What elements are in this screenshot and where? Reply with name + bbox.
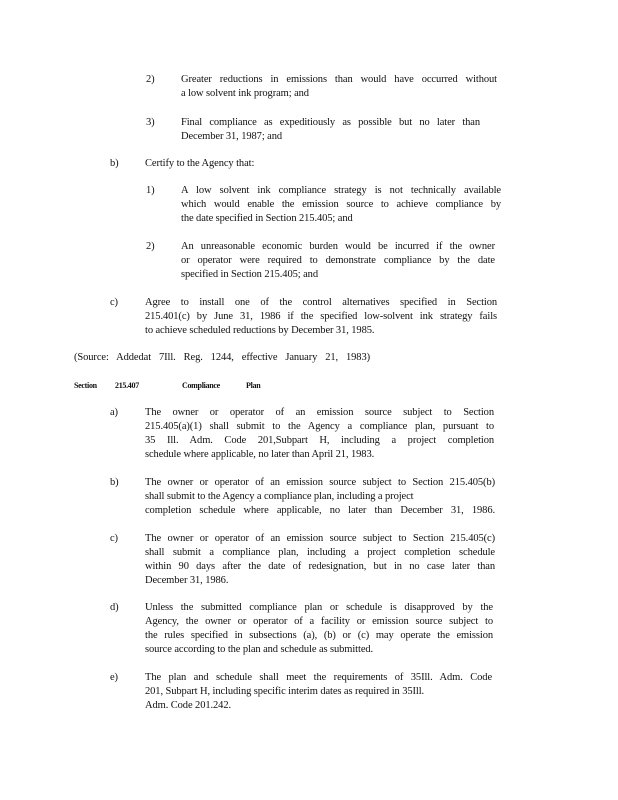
item-text xyxy=(181,116,480,144)
text-line: The owner or operator of an emission source subject to Section xyxy=(145,407,494,418)
text-line: or operator were required to demonstrate compliance by the date xyxy=(181,255,495,266)
source-note-text: (Source: Addedat 7Ill. Reg. 1244, effective January 21, 1983) xyxy=(74,352,370,363)
item-number: 1) xyxy=(146,185,155,196)
section-label: Section xyxy=(74,381,97,390)
text-line: 215.405(a)(1) shall submit to the Agency a compliance plan, pursuant to xyxy=(145,421,494,432)
source-note xyxy=(74,351,370,365)
text-line: The owner or operator of an emission source subject to Section 215.405(c) xyxy=(145,533,495,544)
item-letter: c) xyxy=(110,533,118,544)
item-text xyxy=(145,476,495,518)
item-letter: d) xyxy=(110,602,119,613)
text-line: within 90 days after the date of redesignation, but in no case later than xyxy=(145,561,495,572)
text-line: Adm. Code 201.242. xyxy=(145,700,231,711)
text-line: specified in Section 215.405; and xyxy=(181,269,318,280)
text-line: source according to the plan and schedule as submitted. xyxy=(145,644,374,655)
text-line: Greater reductions in emissions than would have occurred without xyxy=(181,74,497,85)
section-heading xyxy=(74,381,274,393)
item-letter: b) xyxy=(110,158,119,169)
item-text xyxy=(181,73,497,101)
item-text xyxy=(145,296,497,338)
text-line: December 31, 1986. xyxy=(145,575,229,586)
text-line: An unreasonable economic burden would be incurred if the owner xyxy=(181,241,495,252)
item-text xyxy=(181,184,501,226)
text-line: The plan and schedule shall meet the requirements of 35Ill. Adm. Code xyxy=(145,672,492,683)
item-text xyxy=(145,406,494,462)
item-letter: b) xyxy=(110,477,119,488)
item-number: 3) xyxy=(146,117,155,128)
text-line: A low solvent ink compliance strategy is not technically available xyxy=(181,185,501,196)
text-line: December 31, 1987; and xyxy=(181,131,283,142)
text-line: shall submit a compliance plan, including a project completion schedule xyxy=(145,547,495,558)
item-letter: a) xyxy=(110,407,118,418)
text-line: Final compliance as expeditiously as possible but no later than xyxy=(181,117,480,128)
text-line: which would enable the emission source to achieve compliance by xyxy=(181,199,501,210)
text-line: The owner or operator of an emission source subject to Section 215.405(b) xyxy=(145,477,495,488)
text-line: Unless the submitted compliance plan or schedule is disapproved by the xyxy=(145,602,493,613)
text-line: the rules specified in subsections (a), (b) or (c) may operate the emission xyxy=(145,630,493,641)
item-letter: c) xyxy=(110,297,118,308)
text-line: 215.401(c) by June 31, 1986 if the specified low-solvent ink strategy fails xyxy=(145,311,497,322)
text-line: to achieve scheduled reductions by December 31, 1985. xyxy=(145,325,375,336)
section-title-word: Compliance xyxy=(182,381,220,390)
item-number: 2) xyxy=(146,241,155,252)
text-line: 201, Subpart H, including specific interim dates as required in 35Ill. xyxy=(145,686,425,697)
text-line: completion schedule where applicable, no later than December 31, 1986. xyxy=(145,505,495,516)
text-line: the date specified in Section 215.405; and xyxy=(181,213,353,224)
text-line: shall submit to the Agency a compliance plan, including a project xyxy=(145,491,414,502)
text-line: schedule where applicable, no later than April 21, 1983. xyxy=(145,449,375,460)
section-title-word: Plan xyxy=(246,381,261,390)
item-number: 2) xyxy=(146,74,155,85)
text-line: 35 Ill. Adm. Code 201,Subpart H, including a project completion xyxy=(145,435,494,446)
item-text xyxy=(181,240,495,282)
item-text: Certify to the Agency that: xyxy=(145,158,255,169)
text-line: a low solvent ink program; and xyxy=(181,88,309,99)
item-text xyxy=(145,671,492,713)
item-letter: e) xyxy=(110,672,118,683)
text-line: Agree to install one of the control alternatives specified in Section xyxy=(145,297,497,308)
item-text xyxy=(145,601,493,657)
section-number: 215.407 xyxy=(115,381,139,390)
item-text xyxy=(145,532,495,588)
text-line: Agency, the owner or operator of a facility or emission source subject to xyxy=(145,616,493,627)
